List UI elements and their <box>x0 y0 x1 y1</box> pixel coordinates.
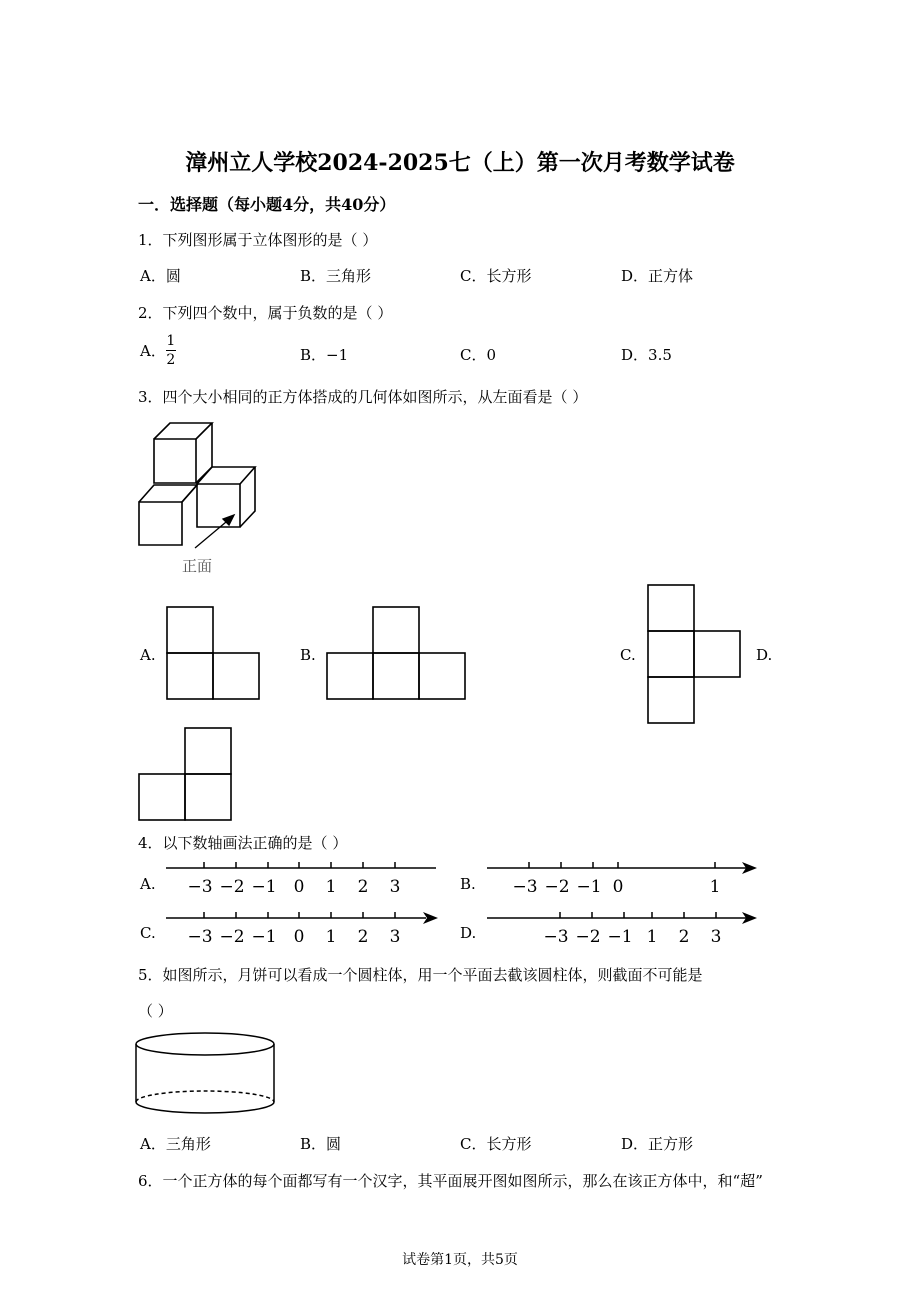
number-line-b-tick-label: −3 <box>512 877 538 897</box>
question-5-option-a: A．三角形 <box>140 1135 211 1153</box>
question-4-option-b: B. <box>460 875 476 893</box>
question-2-option-b: B．−1 <box>300 346 349 364</box>
question-5-option-c: C．长方形 <box>460 1135 532 1153</box>
cube-stack-figure <box>130 415 270 575</box>
number-line-a-tick-label: 1 <box>325 877 337 897</box>
number-line-d-tick-label: −2 <box>575 927 601 947</box>
fraction-denominator: 2 <box>166 352 176 368</box>
number-line-a-tick-label: 0 <box>293 877 305 897</box>
question-1-stem: 1．下列图形属于立体图形的是（ ） <box>138 231 378 249</box>
question-2-option-c: C．0 <box>460 346 497 364</box>
number-line-d <box>485 905 775 950</box>
number-line-b <box>485 855 775 900</box>
number-line-d-tick-label: −1 <box>607 927 633 947</box>
question-1-option-d: D．正方体 <box>621 267 694 285</box>
question-6-stem: 6．一个正方体的每个面都写有一个汉字，其平面展开图如图所示，那么在该正方体中，和“超” <box>138 1172 763 1190</box>
front-view-label: 正面 <box>182 557 213 575</box>
number-line-b-tick-label: 1 <box>709 877 721 897</box>
question-4-stem: 4．以下数轴画法正确的是（ ） <box>138 834 348 852</box>
number-line-c <box>160 905 450 950</box>
number-line-c-tick-label: 0 <box>293 927 305 947</box>
number-line-b-tick-label: −2 <box>544 877 570 897</box>
question-5-option-d: D．正方形 <box>621 1135 694 1153</box>
question-1-option-a: A．圆 <box>140 267 181 285</box>
question-3-option-b: B. <box>300 646 316 664</box>
question-3-option-d: D. <box>756 646 773 664</box>
question-1-option-c: C．长方形 <box>460 267 532 285</box>
number-line-a-tick-label: 3 <box>389 877 401 897</box>
number-line-d-tick-label: 2 <box>678 927 690 947</box>
question-4-option-c: C. <box>140 924 156 942</box>
question-3-option-a: A. <box>140 646 156 664</box>
number-line-a-tick-label: 2 <box>357 877 369 897</box>
number-line-a <box>160 855 450 900</box>
question-2-option-a <box>140 333 176 368</box>
number-line-a-tick-label: −2 <box>219 877 245 897</box>
page-title: 漳州立人学校2024-2025七（上）第一次月考数学试卷 <box>185 150 735 176</box>
question-2-option-d: D．3.5 <box>621 346 672 364</box>
question-3-stem: 3．四个大小相同的正方体搭成的几何体如图所示，从左面看是（ ） <box>138 388 588 406</box>
question-5-stem-continued: （ ） <box>138 1002 173 1020</box>
question-5-stem: 5．如图所示，月饼可以看成一个圆柱体，用一个平面去截该圆柱体，则截面不可能是 <box>138 966 703 984</box>
fraction-one-half <box>166 333 176 368</box>
question-5-option-b: B．圆 <box>300 1135 342 1153</box>
number-line-b-tick-label: −1 <box>576 877 602 897</box>
number-line-d-tick-label: 3 <box>710 927 722 947</box>
number-line-d-tick-label: 1 <box>646 927 658 947</box>
number-line-c-tick-label: 2 <box>357 927 369 947</box>
number-line-c-tick-label: 3 <box>389 927 401 947</box>
option-d-figure <box>138 727 234 823</box>
fraction-numerator: 1 <box>166 333 176 349</box>
number-line-c-tick-label: −1 <box>251 927 277 947</box>
number-line-a-tick-label: −3 <box>187 877 213 897</box>
number-line-b-tick-label: 0 <box>612 877 624 897</box>
section-heading: 一．选择题（每小题4分，共40分） <box>138 195 396 214</box>
number-line-c-tick-label: −2 <box>219 927 245 947</box>
number-line-a-tick-label: −1 <box>251 877 277 897</box>
page-footer: 试卷第1页，共5页 <box>402 1252 518 1268</box>
number-line-c-tick-label: 1 <box>325 927 337 947</box>
question-4-option-d: D. <box>460 924 477 942</box>
option-c-figure <box>647 584 743 726</box>
option-a-figure <box>166 606 262 702</box>
number-line-c-tick-label: −3 <box>187 927 213 947</box>
question-3-option-c: C. <box>620 646 636 664</box>
question-4-option-a: A. <box>140 875 156 893</box>
option-a-label: A． <box>140 342 166 360</box>
cylinder-figure <box>135 1032 280 1117</box>
option-b-figure <box>326 606 468 702</box>
question-2-stem: 2．下列四个数中，属于负数的是（ ） <box>138 304 393 322</box>
question-1-option-b: B．三角形 <box>300 267 372 285</box>
number-line-d-tick-label: −3 <box>543 927 569 947</box>
